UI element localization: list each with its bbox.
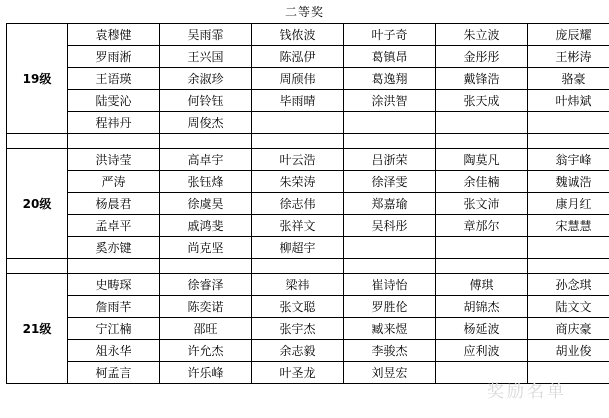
name-cell: 杨晨君 [68, 193, 160, 215]
name-cell: 张天成 [436, 90, 528, 112]
name-cell: 宋慧慧 [528, 215, 609, 237]
name-cell: 张祥文 [252, 215, 344, 237]
name-cell: 宁江楠 [68, 318, 160, 340]
grade-label-19: 19级 [7, 24, 68, 134]
name-cell: 庞辰耀 [528, 24, 609, 46]
name-cell: 严涛 [68, 171, 160, 193]
name-cell: 陆雯沁 [68, 90, 160, 112]
name-cell: 奚亦键 [68, 237, 160, 259]
section-spacer-row [7, 259, 609, 274]
name-cell: 袁穆健 [68, 24, 160, 46]
table-row [7, 90, 609, 112]
table-row [7, 318, 609, 340]
spacer-cell [68, 134, 160, 149]
name-cell: 徐虞昊 [160, 193, 252, 215]
spacer-cell [68, 259, 160, 274]
name-cell-empty [344, 237, 436, 259]
award-table-body [7, 24, 609, 384]
page-title: 二等奖 [284, 5, 324, 19]
grade-label-20: 20级 [7, 149, 68, 259]
name-cell: 何铃钰 [160, 90, 252, 112]
name-cell-empty [436, 362, 528, 384]
name-cell: 余佳楠 [436, 171, 528, 193]
name-cell: 傅琪 [436, 274, 528, 296]
name-cell: 俎永华 [68, 340, 160, 362]
spacer-cell [160, 259, 252, 274]
table-row [7, 215, 609, 237]
name-cell: 叶圣龙 [252, 362, 344, 384]
name-cell: 孙念琪 [528, 274, 609, 296]
name-cell: 洪诗莹 [68, 149, 160, 171]
name-cell-empty [528, 237, 609, 259]
name-cell: 张文聪 [252, 296, 344, 318]
name-cell: 叶炜斌 [528, 90, 609, 112]
name-cell-empty [528, 112, 609, 134]
name-cell: 吴科彤 [344, 215, 436, 237]
name-cell: 史畴琛 [68, 274, 160, 296]
name-cell: 周俊杰 [160, 112, 252, 134]
table-row [7, 296, 609, 318]
name-cell-empty [436, 237, 528, 259]
name-cell: 张宇杰 [252, 318, 344, 340]
name-cell: 程祎丹 [68, 112, 160, 134]
spacer-cell [160, 134, 252, 149]
name-cell: 徐睿泽 [160, 274, 252, 296]
name-cell: 章邡尔 [436, 215, 528, 237]
name-cell: 金彤彤 [436, 46, 528, 68]
table-row [7, 193, 609, 215]
spacer-cell [528, 134, 609, 149]
name-cell-empty [344, 112, 436, 134]
name-cell: 崔诗怡 [344, 274, 436, 296]
name-cell-empty [252, 112, 344, 134]
name-cell: 王语瑛 [68, 68, 160, 90]
table-row [7, 237, 609, 259]
table-row [7, 362, 609, 384]
spacer-cell [344, 134, 436, 149]
spacer-cell [7, 259, 68, 274]
name-cell: 商庆豪 [528, 318, 609, 340]
name-cell: 詹雨芊 [68, 296, 160, 318]
name-cell: 邵旺 [160, 318, 252, 340]
name-cell: 朱荣涛 [252, 171, 344, 193]
name-cell: 陈泓伊 [252, 46, 344, 68]
spacer-cell [344, 259, 436, 274]
table-row [7, 112, 609, 134]
name-cell: 尚克坚 [160, 237, 252, 259]
section-spacer-row [7, 134, 609, 149]
watermark-text: 奖励名单 [487, 382, 567, 402]
name-cell: 胡业俊 [528, 340, 609, 362]
name-cell: 徐泽雯 [344, 171, 436, 193]
name-cell: 钱侬波 [252, 24, 344, 46]
name-cell: 朱立波 [436, 24, 528, 46]
name-cell: 陈奕诺 [160, 296, 252, 318]
name-cell: 涂洪智 [344, 90, 436, 112]
name-cell: 徐志伟 [252, 193, 344, 215]
name-cell: 吴雨霏 [160, 24, 252, 46]
table-row [7, 149, 609, 171]
name-cell: 毕雨晴 [252, 90, 344, 112]
name-cell: 臧来煜 [344, 318, 436, 340]
name-cell: 周颀伟 [252, 68, 344, 90]
spacer-cell [436, 134, 528, 149]
name-cell: 吕浙荣 [344, 149, 436, 171]
name-cell: 柯孟言 [68, 362, 160, 384]
name-cell: 柳超宇 [252, 237, 344, 259]
table-row [7, 46, 609, 68]
name-cell: 葛镇昂 [344, 46, 436, 68]
name-cell: 余淑珍 [160, 68, 252, 90]
name-cell: 王兴国 [160, 46, 252, 68]
name-cell: 孟卓平 [68, 215, 160, 237]
table-row [7, 274, 609, 296]
name-cell: 骆豪 [528, 68, 609, 90]
spacer-cell [252, 134, 344, 149]
spacer-cell [252, 259, 344, 274]
table-row [7, 68, 609, 90]
name-cell: 余志毅 [252, 340, 344, 362]
name-cell: 张文沛 [436, 193, 528, 215]
table-row [7, 24, 609, 46]
spacer-cell [7, 134, 68, 149]
name-cell: 葛逸翔 [344, 68, 436, 90]
name-cell: 陶莫凡 [436, 149, 528, 171]
name-cell: 陆文文 [528, 296, 609, 318]
name-cell: 李骏杰 [344, 340, 436, 362]
name-cell-empty [436, 112, 528, 134]
name-cell: 梁祎 [252, 274, 344, 296]
spacer-cell [436, 259, 528, 274]
name-cell: 许允杰 [160, 340, 252, 362]
name-cell: 许乐峰 [160, 362, 252, 384]
name-cell: 张钰烽 [160, 171, 252, 193]
name-cell-empty [528, 362, 609, 384]
name-cell: 杨延波 [436, 318, 528, 340]
name-cell: 叶云浩 [252, 149, 344, 171]
name-cell: 王彬涛 [528, 46, 609, 68]
table-row [7, 171, 609, 193]
name-cell: 戚鸿斐 [160, 215, 252, 237]
name-cell: 康月红 [528, 193, 609, 215]
name-cell: 胡锦杰 [436, 296, 528, 318]
table-row [7, 340, 609, 362]
name-cell: 高卓宇 [160, 149, 252, 171]
name-cell: 刘昱宏 [344, 362, 436, 384]
name-cell: 罗胜伦 [344, 296, 436, 318]
name-cell: 叶子奇 [344, 24, 436, 46]
grade-label-21: 21级 [7, 274, 68, 384]
award-table [6, 23, 609, 384]
name-cell: 应利波 [436, 340, 528, 362]
name-cell: 罗雨淅 [68, 46, 160, 68]
name-cell: 戴锋浩 [436, 68, 528, 90]
name-cell: 郑嘉瑜 [344, 193, 436, 215]
name-cell: 魏诚浩 [528, 171, 609, 193]
name-cell: 翁宇峰 [528, 149, 609, 171]
spacer-cell [528, 259, 609, 274]
